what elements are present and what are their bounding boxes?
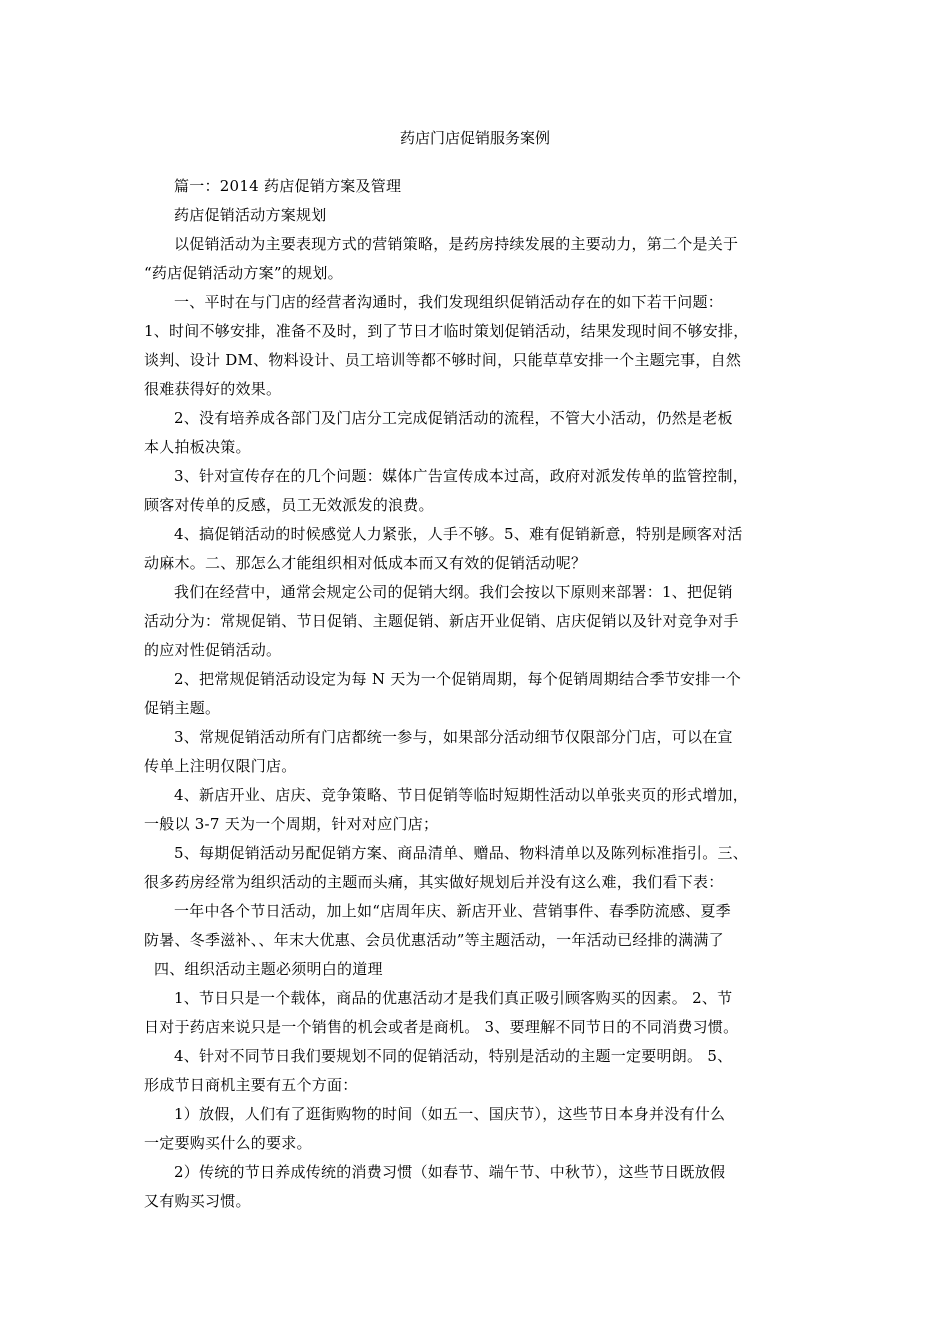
text-line: 防暑、冬季滋补、、年末大优惠、会员优惠活动”等主题活动，一年活动已经排的满满了: [144, 931, 724, 949]
text-line: 我们在经营中，通常会规定公司的促销大纲。我们会按以下原则来部署：1、把促销: [174, 583, 733, 601]
text-line: 顾客对传单的反感，员工无效派发的浪费。: [144, 496, 434, 514]
text-line: 一年中各个节日活动，加上如“店周年庆、新店开业、营销事件、春季防流感、夏季: [174, 902, 731, 920]
text-line: 4、针对不同节日我们要规划不同的促销活动，特别是活动的主题一定要明朗。 5、: [174, 1047, 733, 1065]
text-line: 1）放假，人们有了逛街购物的时间（如五一、国庆节），这些节日本身并没有什么: [174, 1105, 726, 1123]
document-body: [144, 172, 812, 1216]
text-line: 传单上注明仅限门店。: [144, 757, 297, 775]
paragraph: [144, 230, 812, 288]
text-line: 一、平时在与门店的经营者沟通时，我们发现组织促销活动存在的如下若干问题：: [174, 293, 724, 311]
paragraph: [144, 1042, 812, 1100]
text-line: 又有购买习惯。: [144, 1192, 251, 1210]
section-heading: 篇一：2014 药店促销方案及管理: [174, 177, 402, 195]
paragraph: [144, 723, 812, 781]
text-line: 4、搞促销活动的时候感觉人力紧张，人手不够。5、难有促销新意，特别是顾客对活: [174, 525, 743, 543]
text-line: “药店促销活动方案”的规划。: [144, 264, 343, 282]
paragraph: [144, 984, 812, 1042]
paragraph: [144, 1158, 812, 1216]
text-line: 促销主题。: [144, 699, 221, 717]
text-line: 2）传统的节日养成传统的消费习惯（如春节、端午节、中秋节），这些节日既放假: [174, 1163, 726, 1181]
text-line: 很难获得好的效果。: [144, 380, 282, 398]
text-line: 形成节日商机主要有五个方面：: [144, 1076, 358, 1094]
paragraph: [144, 404, 812, 462]
paragraph: [144, 288, 812, 404]
text-line: 1、时间不够安排，准备不及时，到了节日才临时策划促销活动，结果发现时间不够安排，: [144, 322, 749, 340]
paragraph: [144, 462, 812, 520]
text-line: 日对于药店来说只是一个销售的机会或者是商机。 3、要理解不同节日的不同消费习惯。: [144, 1018, 739, 1036]
text-line: 一定要购买什么的要求。: [144, 1134, 312, 1152]
text-line: 2、没有培养成各部门及门店分工完成促销活动的流程，不管大小活动，仍然是老板: [174, 409, 733, 427]
text-line: 一般以 3-7 天为一个周期，针对对应门店；: [144, 815, 439, 833]
text-line: 活动分为：常规促销、节日促销、主题促销、新店开业促销、店庆促销以及针对竞争对手: [144, 612, 739, 630]
paragraph: [144, 665, 812, 723]
text-line: 动麻木。二、那怎么才能组织相对低成本而又有效的促销活动呢？: [144, 554, 587, 572]
text-line: 四、组织活动主题必须明白的道理: [154, 960, 383, 978]
paragraph: [144, 839, 812, 897]
paragraph: [144, 520, 812, 578]
subheading: 药店促销活动方案规划: [174, 206, 327, 224]
text-line: 4、新店开业、店庆、竞争策略、节日促销等临时短期性活动以单张夹页的形式增加，: [174, 786, 749, 804]
document-title: 药店门店促销服务案例: [399, 129, 550, 147]
paragraph: [144, 1100, 812, 1158]
text-line: 1、节日只是一个载体，商品的优惠活动才是我们真正吸引顾客购买的因素。 2、节: [174, 989, 733, 1007]
text-line: 谈判、设计 DM、物料设计、员工培训等都不够时间，只能草草安排一个主题完事，自然: [144, 351, 742, 369]
paragraph: [144, 781, 812, 839]
text-line: 以促销活动为主要表现方式的营销策略，是药房持续发展的主要动力，第二个是关于: [174, 235, 739, 253]
text-line: 2、把常规促销活动设定为每 N 天为一个促销周期，每个促销周期结合季节安排一个: [174, 670, 741, 688]
text-line: 本人拍板决策。: [144, 438, 251, 456]
text-line: 3、针对宣传存在的几个问题：媒体广告宣传成本过高，政府对派发传单的监管控制，: [174, 467, 749, 485]
text-line: 的应对性促销活动。: [144, 641, 282, 659]
text-line: 很多药房经常为组织活动的主题而头痛，其实做好规划后并没有这么难，我们看下表：: [144, 873, 724, 891]
paragraph: [144, 897, 812, 984]
text-line: 3、常规促销活动所有门店都统一参与，如果部分活动细节仅限部分门店，可以在宣: [174, 728, 733, 746]
paragraph: [144, 578, 812, 665]
text-line: 5、每期促销活动另配促销方案、商品清单、赠品、物料清单以及陈列标准指引。三、: [174, 844, 749, 862]
